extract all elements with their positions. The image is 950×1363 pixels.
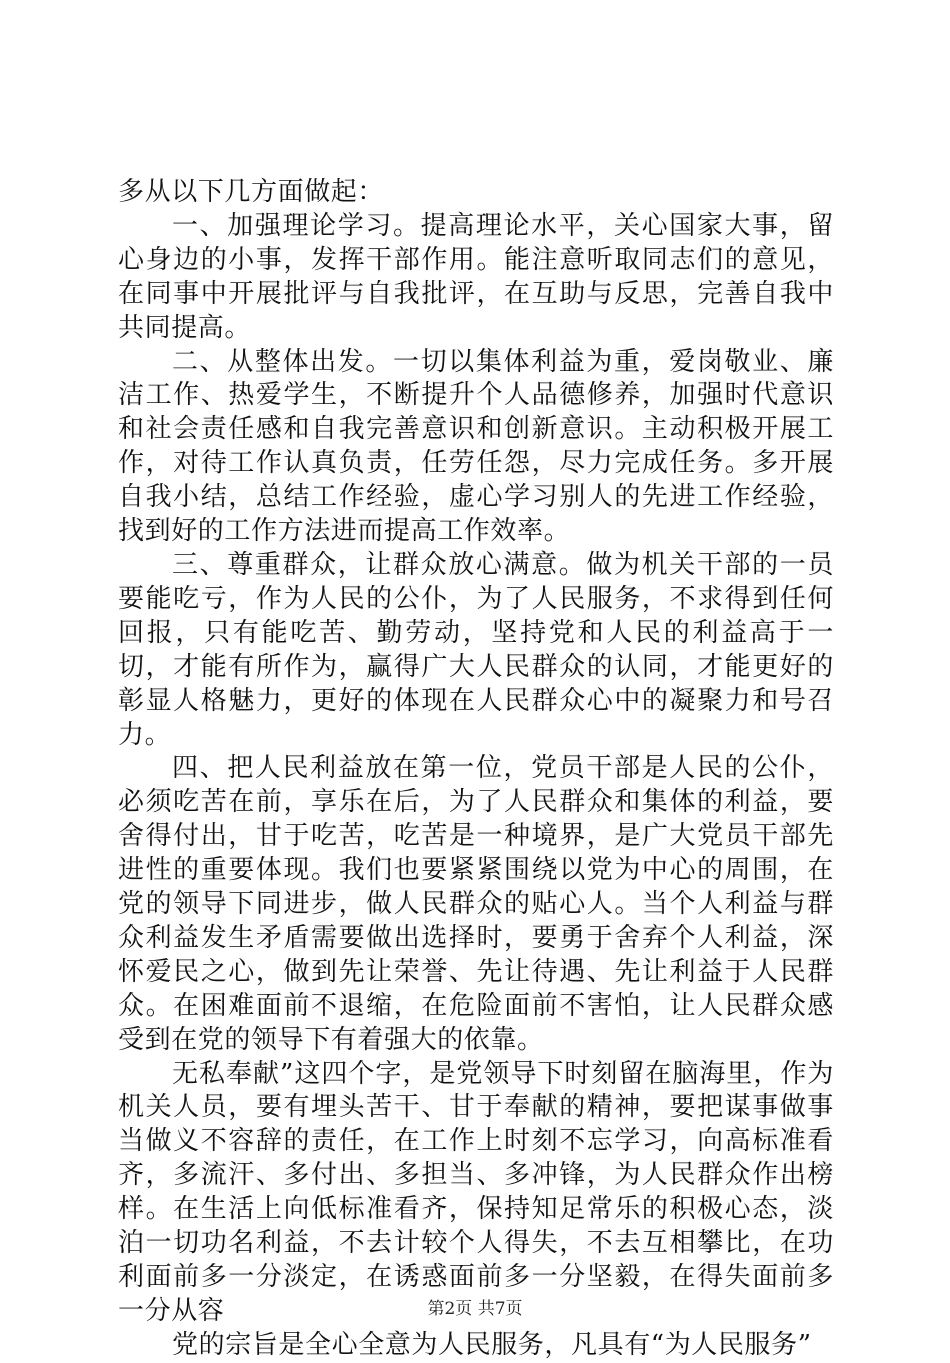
paragraph-overall-interest: 二、从整体出发。一切以集体利益为重，爱岗敬业、廉洁工作、热爱学生，不断提升个人品德修养，加强时代意识和社会责任感和自我完善意识和创新意识。主动积极开展工作，对待工作认真负责，任劳任怨，尽力完成任务。多开展自我小结，总结工作经验，虚心学习别人的先进工作经验，找到好的工作方法进而提高工作效率。 xyxy=(118,346,834,547)
paragraph-theory-study: 一、加强理论学习。提高理论水平，关心国家大事，留心身边的小事，发挥干部作用。能注意听取同志们的意见，在同事中开展批评与自我批评，在互助与反思，完善自我中共同提高。 xyxy=(118,210,834,343)
paragraph-people-first: 四、把人民利益放在第一位，党员干部是人民的公仆，必须吃苦在前，享乐在后，为了人民群众和集体的利益，要舍得付出，甘于吃苦，吃苦是一种境界，是广大党员干部先进性的重要体现。我们也要紧紧围绕以党为中心的周围，在党的领导下同进步，做人民群众的贴心人。当个人利益与群众利益发生矛盾需要做出选择时，要勇于舍弃个人利益，深怀爱民之心，做到先让荣誉、先让待遇、先让利益于人民群众。在困难面前不退缩，在危险面前不害怕，让人民群众感受到在党的领导下有着强大的依靠。 xyxy=(118,753,834,1055)
paragraph-intro: 多从以下几方面做起： xyxy=(118,177,385,207)
paragraph-respect-masses: 三、尊重群众，让群众放心满意。做为机关干部的一员要能吃亏，作为人民的公仆，为了人民服务，不求得到任何回报，只有能吃苦、勤劳动，坚持党和人民的利益高于一切，才能有所作为，赢得广大人民群众的认同，才能更好的彰显人格魅力，更好的体现在人民群众心中的凝聚力和号召力。 xyxy=(118,549,834,750)
page-footer: 第2页 共7页 xyxy=(427,1299,523,1319)
paragraph-party-purpose: 党的宗旨是全心全意为人民服务，凡具有“为人民服务” xyxy=(172,1329,812,1360)
body-text xyxy=(118,176,834,1363)
paragraph-selfless-dedication: 无私奉献”这四个字，是党领导下时刻留在脑海里，作为机关人员，要有埋头苦干、甘于奉献的精神，要把谋事做事当做义不容辞的责任，在工作上时刻不忘学习，向高标准看齐，多流汗、多付出、多担当、多冲锋，为人民群众作出榜样。在生活上向低标准看齐，保持知足常乐的积极心态，淡泊一切功名利益，不去计较个人得失，不去互相攀比，在功利面前多一分淡定，在诱惑面前多一分坚毅，在得失面前多一分从容 xyxy=(118,1058,834,1326)
